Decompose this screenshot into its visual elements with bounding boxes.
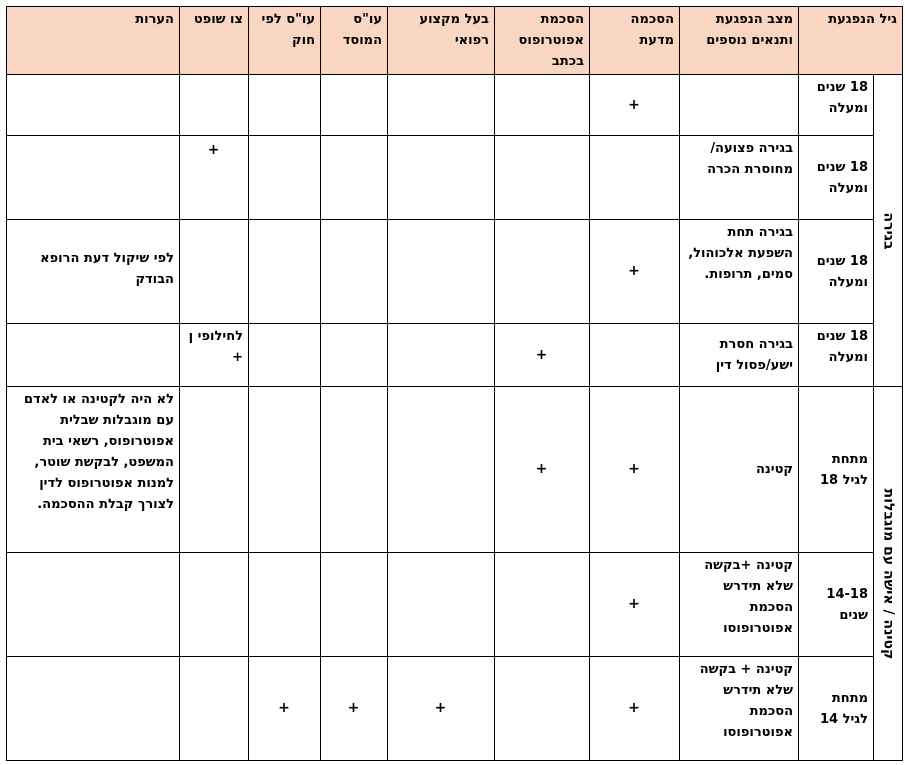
age-cell: מתחת לגיל 14 [799,657,874,761]
inst-worker-cell [321,324,388,387]
consent-cell: + [590,553,680,657]
consent-table-page [6,6,902,760]
table-row [7,387,903,553]
medical-pro-cell [388,387,495,553]
header-age: גיל הנפגעת [799,7,903,75]
consent-cell [590,324,680,387]
age-cell: 14-18 שנים [799,553,874,657]
status-cell: בגירה חסרת ישע/פסול דין [680,324,799,387]
table-row [7,75,903,136]
legal-worker-cell [249,136,321,220]
header-court-order: צו שופט [180,7,249,75]
consent-cell [590,136,680,220]
table-row [7,136,903,220]
header-inst-worker: עו"ס המוסד [321,7,388,75]
notes-cell: לפי שיקול דעת הרופא הבודק [7,220,180,324]
consent-cell: + [590,387,680,553]
legal-worker-cell [249,553,321,657]
legal-worker-cell [249,324,321,387]
age-cell: 18 שנים ומעלה [799,220,874,324]
status-cell: קטינה + בקשה שלא תידרש הסכמת אפוטרופוסו [680,657,799,761]
inst-worker-cell [321,220,388,324]
table-row [7,324,903,387]
court-order-cell: + [180,136,249,220]
header-status: מצב הנפגעת ותנאים נוספים [680,7,799,75]
medical-pro-cell [388,75,495,136]
inst-worker-cell [321,387,388,553]
medical-pro-cell [388,324,495,387]
age-cell: מתחת לגיל 18 [799,387,874,553]
group-minor-cell [874,387,903,761]
medical-pro-cell: + [388,657,495,761]
legal-worker-cell [249,220,321,324]
header-legal-worker: עו"ס לפי חוק [249,7,321,75]
medical-pro-cell [388,220,495,324]
inst-worker-cell [321,136,388,220]
notes-cell [7,75,180,136]
guardian-written-cell [495,75,590,136]
notes-cell: לא היה לקטינה או לאדם עם מוגבלות שבלית אפוטרופוס, רשאי בית המשפט, לבקשת שוטר, למנות אפוטרופוס לדין לצורך קבלת ההסכמה. [7,387,180,553]
status-cell: קטינה +בקשה שלא תידרש הסכמת אפוטרופוסו [680,553,799,657]
consent-cell: + [590,220,680,324]
notes-cell [7,136,180,220]
legal-worker-cell [249,387,321,553]
court-order-cell [180,75,249,136]
legal-worker-cell [249,75,321,136]
notes-cell [7,324,180,387]
header-consent: הסכמה מדעת [590,7,680,75]
table-row [7,220,903,324]
inst-worker-cell: + [321,657,388,761]
group-minor-label: קטינה / אישה עם מוגבלות [880,488,897,659]
consent-cell: + [590,75,680,136]
status-cell [680,75,799,136]
age-cell: 18 שנים ומעלה [799,136,874,220]
group-adult-cell [874,75,903,387]
status-cell: בגירה תחת השפעת אלכוהול, סמים, תרופות. [680,220,799,324]
header-row [7,7,903,75]
inst-worker-cell [321,75,388,136]
court-order-cell [180,553,249,657]
inst-worker-cell [321,553,388,657]
guardian-written-cell: + [495,387,590,553]
guardian-written-cell [495,220,590,324]
court-order-cell [180,220,249,324]
table-row [7,657,903,761]
guardian-written-cell [495,553,590,657]
court-order-cell [180,387,249,553]
notes-cell [7,553,180,657]
age-cell: 18 שנים ומעלה [799,75,874,136]
guardian-written-cell: + [495,324,590,387]
court-order-cell [180,657,249,761]
header-guardian-written: הסכמת אפוטרופוס בכתב [495,7,590,75]
consent-cell: + [590,657,680,761]
group-adult-label: בגירה [880,212,897,249]
court-order-cell: לחילופי ן + [180,324,249,387]
consent-table [6,6,903,761]
medical-pro-cell [388,553,495,657]
status-cell: בגירה פצועה/ מחוסרת הכרה [680,136,799,220]
table-row [7,553,903,657]
header-medical-pro: בעל מקצוע רפואי [388,7,495,75]
notes-cell [7,657,180,761]
status-cell: קטינה [680,387,799,553]
guardian-written-cell [495,657,590,761]
header-notes: הערות [7,7,180,75]
legal-worker-cell: + [249,657,321,761]
age-cell: 18 שנים ומעלה [799,324,874,387]
guardian-written-cell [495,136,590,220]
medical-pro-cell [388,136,495,220]
